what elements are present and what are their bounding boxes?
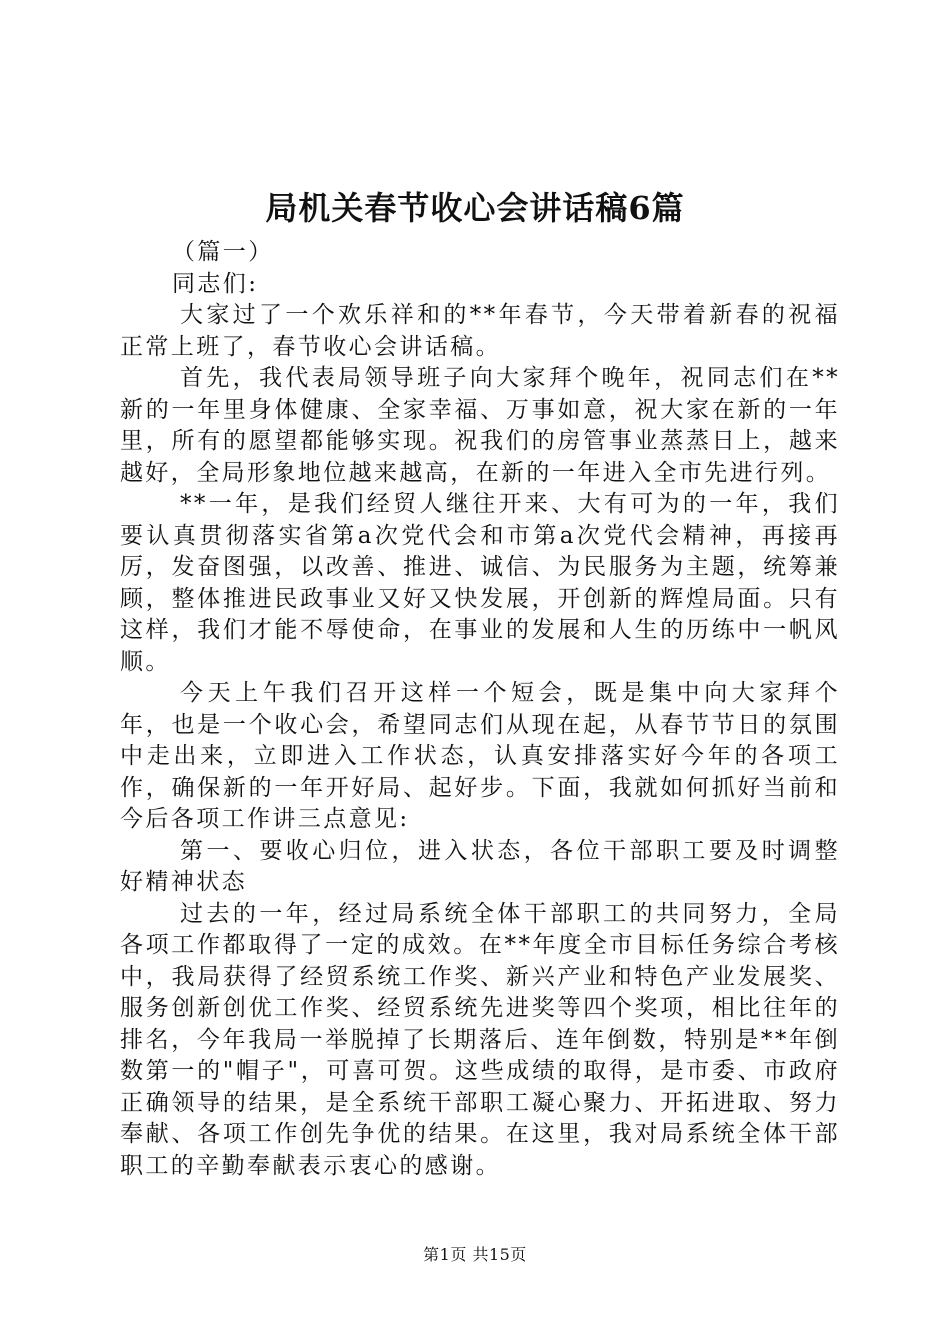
paragraph: 过去的一年，经过局系统全体干部职工的共同努力，全局各项工作都取得了一定的成效。在**年度全市目标任务综合考核中，我局获得了经贸系统工作奖、新兴产业和特色产业发展奖、服务创新创优工作奖、经贸系统先进奖等四个奖项，相比往年的排名，今年我局一举脱掉了长期落后、连年倒数，特别是**年倒数第一的"帽子"，可喜可贺。这些成绩的取得，是市委、市政府正确领导的结果，是全系统干部职工凝心聚力、开拓进取、努力奉献、各项工作创先争优的结果。在这里，我对局系统全体干部职工的辛勤奉献表示衷心的感谢。 xyxy=(120,900,840,1179)
section-label: （篇一） xyxy=(172,239,274,265)
paragraph: 今天上午我们召开这样一个短会，既是集中向大家拜个年，也是一个收心会，希望同志们从现在起，从春节节日的氛围中走出来，立即进入工作状态，认真安排落实好今年的各项工作，确保新的一年开好局、起好步。下面，我就如何抓好当前和今后各项工作讲三点意见: xyxy=(120,680,840,832)
document-body xyxy=(120,237,840,1182)
paragraph: 大家过了一个欢乐祥和的**年春节，今天带着新春的祝福正常上班了，春节收心会讲话稿。 xyxy=(120,302,840,360)
salutation: 同志们: xyxy=(172,270,259,297)
page-footer: 第1页 共15页 xyxy=(423,1245,527,1264)
document-title: 局机关春节收心会讲话稿6篇 xyxy=(265,189,685,227)
paragraph: **一年，是我们经贸人继往开来、大有可为的一年，我们要认真贯彻落实省第a次党代会和市第a次党代会精神，再接再厉，发奋图强，以改善、推进、诚信、为民服务为主题，统筹兼顾，整体推进民政事业又好又快发展，开创新的辉煌局面。只有这样，我们才能不辱使命，在事业的发展和人生的历练中一帆风顺。 xyxy=(120,491,840,675)
section-heading: 第一、要收心归位，进入状态，各位干部职工要及时调整好精神状态 xyxy=(120,837,840,895)
paragraph: 首先，我代表局领导班子向大家拜个晚年，祝同志们在**新的一年里身体健康、全家幸福、万事如意，祝大家在新的一年里，所有的愿望都能够实现。祝我们的房管事业蒸蒸日上，越来越好，全局形象地位越来越高，在新的一年进入全市先进行列。 xyxy=(120,365,840,486)
